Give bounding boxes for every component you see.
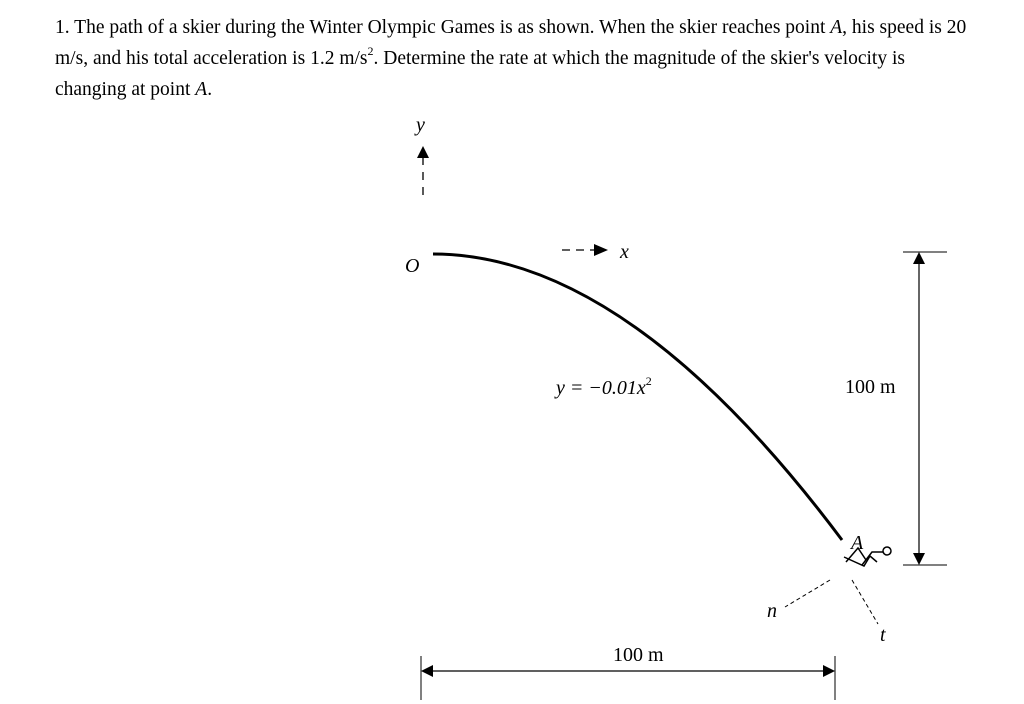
problem-text-e: . (207, 79, 213, 100)
acceleration-exponent: 2 (367, 43, 374, 58)
tangent-direction-line (852, 580, 878, 624)
skier-head (883, 547, 891, 555)
x-axis-label: x (620, 241, 629, 263)
horizontal-dimension-label: 100 m (613, 644, 664, 666)
speed-value: 20 m/s (55, 17, 967, 69)
curve-equation-exponent: 2 (645, 374, 652, 388)
vertical-dimension (903, 252, 947, 565)
point-a-symbol-2: A (195, 79, 208, 100)
problem-number: 1. (55, 17, 70, 38)
x-axis-arrowhead (594, 244, 608, 256)
y-axis-arrowhead (417, 146, 429, 158)
point-a-label: A (851, 532, 864, 554)
acceleration-value: 1.2 m/s (310, 48, 368, 69)
vertical-dim-arrow-bottom (913, 553, 925, 565)
problem-text-c: , and his total acceleration is (83, 48, 306, 69)
vertical-dimension-label: 100 m (845, 376, 896, 398)
y-axis (417, 146, 429, 195)
normal-label: n (767, 600, 777, 622)
problem-text-a: The path of a skier during the Winter Olympic Games is as shown. When the skier reaches point (74, 17, 826, 38)
horizontal-dim-arrow-right (823, 665, 835, 677)
problem-text-b: , his speed is (842, 17, 942, 38)
vertical-dim-arrow-top (913, 252, 925, 264)
tangent-label: t (880, 624, 886, 646)
curve-equation (554, 374, 652, 399)
curve-equation-body: y = −0.01x (556, 377, 646, 399)
x-axis (562, 244, 608, 256)
origin-label: O (405, 255, 420, 277)
y-axis-label: y (416, 114, 425, 136)
horizontal-dim-arrow-left (421, 665, 433, 677)
point-a-symbol: A (830, 17, 843, 38)
problem-text-d: . Determine the rate at which the magnitude of the skier's velocity is changing at point (55, 48, 905, 100)
normal-direction-line (785, 580, 830, 607)
